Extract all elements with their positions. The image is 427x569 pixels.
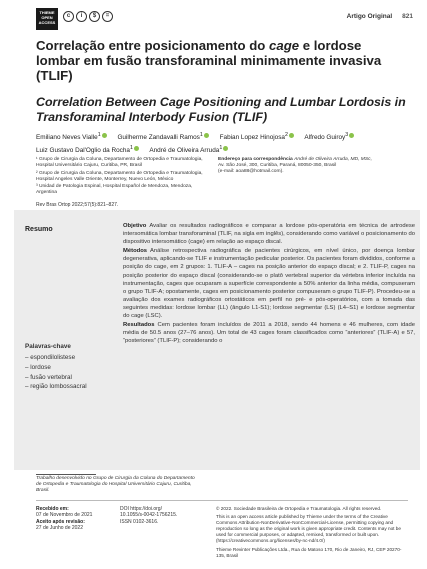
page-number: 821 xyxy=(402,13,413,20)
correspondence-street: Av. São José, 300, Curitiba, Paraná, 80050-350, Brasil xyxy=(218,163,337,169)
author[interactable]: Guilherme Zandavalli Ramos$^1$ xyxy=(117,134,208,141)
doi-link-prefix[interactable]: DOI https://doi.org/ xyxy=(120,506,162,512)
received-date: 07 de Novembro de 2021 xyxy=(36,512,93,519)
issn: ISSN 0102-3616. xyxy=(120,518,159,525)
keywords-heading: Palavras-chave xyxy=(25,343,71,350)
author[interactable]: Fabian Lopez Hinojosa$^2$ xyxy=(220,134,294,141)
keyword: – lordose xyxy=(25,363,87,373)
abstract-body xyxy=(123,222,415,346)
abstract-methods: Métodos Análise retrospectiva radiográfica de pacientes cirúrgicos, em nível único, por doença lombar degenerativa, aplicando-se TLIF e instrumentação pedicular posterior. Os pacientes foram divididos, conforme a posição do cage, em 2 grupos: 1. TLIF-A – cages na posição anterior do espaço discal; e 2. TLIF-P, cages na posição posterior do espaço discal (considerando-se o platô vertebral superior da vértebra inferior incluída na instrumentação, cages que ocuparam a superfície correspondente a 50% anterior da linha média, compuseram o grupo TLIF-A; opostamente, cages em posicionamento posterior compuseram o grupo TLIF-P). Procedeu-se a avaliação dos exames radiográficos ortostáticos em perfil no pré- e pós-operatórios, com a tomada das seguintes medidas: lordose lombar (LL) (ângulo L1-S1); lordose segmentar (LS) (L4–S1) e lordose segmentar do cage (LSC). xyxy=(123,248,415,320)
orcid-icon[interactable] xyxy=(102,133,107,138)
by-icon: i xyxy=(76,11,87,22)
abstract-heading: Resumo xyxy=(25,226,53,233)
running-header xyxy=(347,13,413,20)
orcid-icon[interactable] xyxy=(223,146,228,151)
abstract-results: Resultados Cem pacientes foram incluídos de 2011 a 2018, sendo 44 homens e 46 mulheres, com idade média de 50.5 anos (27–76 anos). Um total de 43 cages foram classificados como “anteriores” (TLIF-A) e 57, “posteriores” (TLIF-P); considerando o xyxy=(123,322,415,345)
nd-icon: = xyxy=(102,11,113,22)
author[interactable]: André de Oliveira Arruda$^1$ xyxy=(149,147,228,154)
correspondence-name: André de Oliveira Arruda, MD, MSc, xyxy=(294,157,372,162)
creative-commons-license-icons[interactable] xyxy=(63,11,113,22)
thieme-open-access-logo: THIEME OPEN ACCESS xyxy=(36,8,58,30)
footnote: Trabalho desenvolvido no Grupo de Cirurgia da Coluna do Departamento de Ortopedia e Traumatologia do Hospital Universitário Cajuru, Curitiba, Brasil. xyxy=(36,476,195,494)
accepted-date: 27 de Junho de 2022 xyxy=(36,524,83,531)
affiliation: ² Grupo de Cirurgia da Coluna, Departamento de Ortopedia e Traumatologia, Hospital Angeles Valle Oriente, Monterrey, Nuevo León, México xyxy=(36,170,203,182)
orcid-icon[interactable] xyxy=(289,133,294,138)
section-label: Artigo Original xyxy=(346,13,393,20)
correspondence-address xyxy=(218,157,398,175)
author-list xyxy=(36,130,416,156)
correspondence-email[interactable]: (e-mail: aoa88@hotmail.com). xyxy=(218,169,284,175)
author[interactable]: Emiliano Neves Vialle$^1$ xyxy=(36,134,107,141)
doi-block[interactable] xyxy=(120,506,215,525)
title-portuguese: Correlação entre posicionamento do cage e lordose lombar em fusão transforaminal minimamente invasiva (TLIF) xyxy=(36,38,382,83)
cc-icon: c xyxy=(63,11,74,22)
orcid-icon[interactable] xyxy=(204,133,209,138)
footnote-rule xyxy=(36,474,96,475)
affiliations xyxy=(36,157,206,198)
publisher-address: Thieme Revinter Publicações Ltda., Rua do Matoso 170, Rio de Janeiro, RJ, CEP 20270-135, Brasil xyxy=(216,546,402,558)
affiliation: ³ Unidad de Patologia Espinal, Hospital Español de Mendoza, Mendoza, Argentina xyxy=(36,184,193,196)
author[interactable]: Alfredo Guiroy$^3$ xyxy=(304,134,354,141)
copyright-line: © 2022. Sociedade Brasileira de Ortopedia e Traumatologia. All rights reserved. xyxy=(216,506,382,511)
doi-link[interactable]: 10.1055/s-0042-1756215. xyxy=(120,512,178,519)
nc-icon: $ xyxy=(89,11,100,22)
keyword: – fusão vertebral xyxy=(25,373,87,383)
footer-divider xyxy=(36,500,408,501)
license-text: This is an open access article published by Thieme under the terms of the Creative Commons Attribution-NonDerivative-NonCommercial-License, permitting copying and reproduction so long as the original work is given appropriate credit. Contents may not be used for commercial purposes, or adapted, remixed, transformed or built upon. (https://creativecommons.org/licenses/by-nc-nd/4.0/) xyxy=(216,514,401,544)
keyword: – espondilolistese xyxy=(25,353,87,363)
correspondence-label: Endereço para correspondência xyxy=(218,157,293,162)
orcid-icon[interactable] xyxy=(349,133,354,138)
title-english: Correlation Between Cage Positioning and Lumbar Lordosis in Transforaminal Interbody Fusion (TLIF) xyxy=(36,95,406,124)
orcid-icon[interactable] xyxy=(134,146,139,151)
journal-citation: Rev Bras Ortop 2022;57(5):821–827. xyxy=(36,202,119,208)
article-dates: Recebido em: 07 de Novembro de 2021 Aceito após revisão: 27 de Junho de 2022 xyxy=(36,506,121,531)
keywords-list xyxy=(25,353,87,392)
abstract-objective: Objetivo Avaliar os resultados radiográficos e comparar a lordose pós-operatória em técnica de artrodese intersomática lombar transforaminal (TLIF, na sigla em inglês), considerando como variável o posicionamento do dispositivo intersomático (cage) em relação ao espaço discal. xyxy=(123,223,415,246)
copyright-block xyxy=(216,506,408,561)
affiliation: ¹ Grupo de Cirurgia da Coluna, Departamento de Ortopedia e Traumatologia, Hospital Universitário Cajuru, Curitiba, PR, Brasil xyxy=(36,157,203,169)
author[interactable]: Luiz Gustavo Dal'Oglio da Rocha$^1$ xyxy=(36,147,139,154)
keyword: – região lombossacral xyxy=(25,382,87,392)
